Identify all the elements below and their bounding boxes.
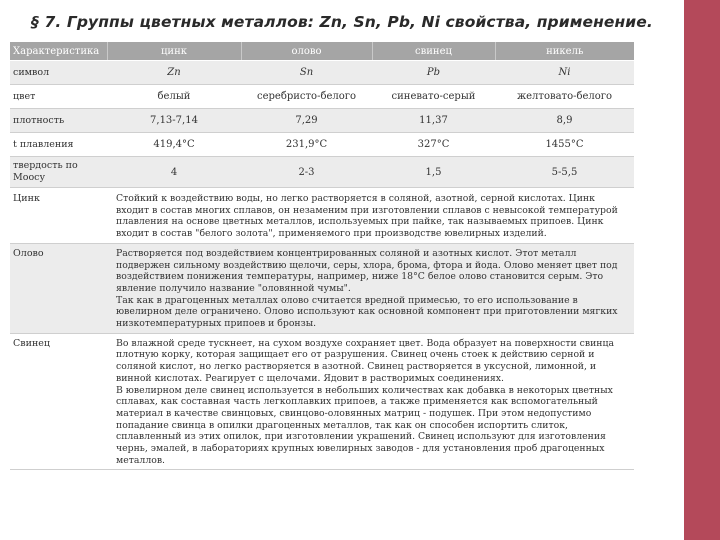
page-title: § 7. Группы цветных металлов: Zn, Sn, Pb, Ni свойства, применение. [31,13,653,31]
cell-value: 419,4°C [107,133,241,157]
header-nickel: никель [495,42,634,61]
table-row-symbol [10,61,634,85]
description-row-lead [10,333,634,470]
row-label: t плавления [10,133,107,157]
descriptions-table [10,189,634,470]
cell-value: 4 [107,157,241,188]
cell-value: 8,9 [495,109,634,133]
table-row-hardness [10,157,634,188]
description-paragraph: В ювелирном деле свинец используется в небольших количествах как добавка в некоторых цветных сплавах, как составная часть легкоплавких припоев, а также применяется как вспомогательный материал в качестве свинцовых, свинцово-оловянных матриц - подушек. При этом недопустимо попадание свинца в опилки драгоценных металлов, так как он способен испортить слиток, сплавленный из этих опилок, при изготовлении украшений. Свинец используют для изготовления чернь, эмалей, в лабораториях крупных ювелирных заводов - для установления проб драгоценных металлов. [116,384,613,466]
row-label: плотность [10,109,107,133]
description-text [113,243,634,333]
cell-value: 327°C [372,133,495,157]
table-row-melting-point [10,133,634,157]
cell-value: желтовато-белого [495,85,634,109]
row-label: цвет [10,85,107,109]
cell-value: 11,37 [372,109,495,133]
cell-value: 7,13-7,14 [107,109,241,133]
description-paragraph: Стойкий к воздействию воды, но легко растворяется в соляной, азотной, серной кислотах. Цинк входит в состав многих сплавов, он незаменим при изготовлении сплавов с невысокой температурой плавления на основе цветных металлов, используемых при пайке, так называемых припоев. Цинк входит в состав "белого золота", применяемого при производстве ювелирных изделий. [116,193,618,240]
header-zinc: цинк [107,42,241,61]
cell-value: Sn [241,61,372,85]
description-paragraph: Так как в драгоценных металлах олово считается вредной примесью, то его использование в ювелирном деле ограничено. Олово используют как основной компонент при приготовлении мягких низкотемпературных припоев и бронзы. [116,294,618,330]
cell-value: синевато-серый [372,85,495,109]
table-header-row [10,42,634,61]
description-label: Свинец [10,333,113,470]
cell-value: Zn [107,61,241,85]
description-text [113,333,634,470]
table-row-density [10,109,634,133]
cell-value: 1,5 [372,157,495,188]
cell-value: Ni [495,61,634,85]
row-label: твердость по Моосу [10,157,107,188]
table-row-color [10,85,634,109]
accent-sidebar-bar [684,0,720,540]
description-paragraph: Растворяется под воздействием концентрированных соляной и азотных кислот. Этот металл подвержен сильному воздействию щелочи, серы, хлора, брома, фтора и йода. Олово меняет цвет под воздействием понижения температуры, например, ниже 18°C белое олово становится серым. Это явление получило название "оловянной чумы". [116,247,618,294]
cell-value: 231,9°C [241,133,372,157]
description-label: Цинк [10,189,113,243]
description-paragraph: Во влажной среде тускнеет, на сухом воздухе сохраняет цвет. Вода образует на поверхности свинца плотную корку, которая защищает его от разрушения. Свинец очень стоек к действию серной и соляной кислот, но легко растворяется в азотной. Свинец растворяется в уксусной, лимонной, и винной кислотах. Реагирует с щелочами. Ядовит в растворимых соединениях. [116,337,615,384]
cell-value: 2-3 [241,157,372,188]
cell-value: 5-5,5 [495,157,634,188]
row-label: символ [10,61,107,85]
description-row-tin [10,243,634,333]
cell-value: Pb [372,61,495,85]
properties-table [10,42,634,188]
cell-value: 1455°C [495,133,634,157]
description-text [113,189,634,243]
header-lead: свинец [372,42,495,61]
cell-value: 7,29 [241,109,372,133]
header-characteristic: Характеристика [10,42,107,61]
header-tin: олово [241,42,372,61]
cell-value: белый [107,85,241,109]
description-row-zinc [10,189,634,243]
description-label: Олово [10,243,113,333]
cell-value: серебристо-белого [241,85,372,109]
